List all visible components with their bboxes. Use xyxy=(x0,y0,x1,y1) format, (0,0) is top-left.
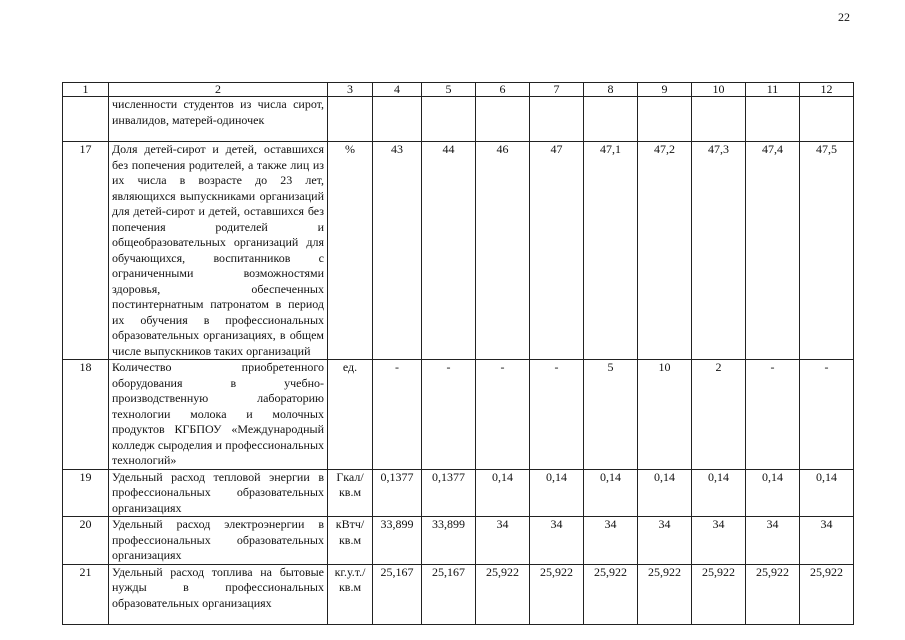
row-value: - xyxy=(746,360,800,470)
header-cell: 8 xyxy=(584,83,638,97)
row-value: 47,1 xyxy=(584,142,638,360)
row-value: 44 xyxy=(422,142,476,360)
row-description: Удельный расход топлива на бытовые нужды в профессиональных образовательных организациях xyxy=(109,564,328,624)
row-value: 47,2 xyxy=(638,142,692,360)
header-cell: 3 xyxy=(328,83,373,97)
row-value xyxy=(746,97,800,142)
row-value: - xyxy=(530,360,584,470)
row-value: 25,922 xyxy=(638,564,692,624)
row-value: 34 xyxy=(638,517,692,565)
row-value: 25,922 xyxy=(692,564,746,624)
header-cell: 11 xyxy=(746,83,800,97)
row-value: 33,899 xyxy=(422,517,476,565)
row-value: 25,922 xyxy=(584,564,638,624)
page-number: 22 xyxy=(838,10,850,24)
row-number: 19 xyxy=(63,469,109,517)
row-number xyxy=(63,97,109,142)
table-row xyxy=(63,469,854,517)
row-value: 25,922 xyxy=(800,564,854,624)
row-value: 47,3 xyxy=(692,142,746,360)
row-unit xyxy=(328,97,373,142)
row-value: 25,167 xyxy=(373,564,422,624)
row-value xyxy=(800,97,854,142)
table-row xyxy=(63,517,854,565)
header-cell: 6 xyxy=(476,83,530,97)
row-unit: кВтч/кв.м xyxy=(328,517,373,565)
row-value: 0,1377 xyxy=(422,469,476,517)
row-value: 34 xyxy=(584,517,638,565)
row-value xyxy=(476,97,530,142)
row-number: 21 xyxy=(63,564,109,624)
header-cell: 10 xyxy=(692,83,746,97)
row-unit: кг.у.т./кв.м xyxy=(328,564,373,624)
row-number: 17 xyxy=(63,142,109,360)
row-value: 47 xyxy=(530,142,584,360)
row-value: 34 xyxy=(530,517,584,565)
row-value: 25,922 xyxy=(746,564,800,624)
row-description: Количество приобретенного оборудования в учебно-производственную лабораторию технологии молока и молочных продуктов КГБПОУ «Международный колледж сыроделия и профессиональных технологий» xyxy=(109,360,328,470)
table-row xyxy=(63,97,854,142)
row-number: 18 xyxy=(63,360,109,470)
row-description: Удельный расход электроэнергии в профессиональных образовательных организациях xyxy=(109,517,328,565)
row-value: 0,14 xyxy=(638,469,692,517)
header-row xyxy=(63,83,854,97)
row-value: - xyxy=(476,360,530,470)
row-description: численности студентов из числа сирот, инвалидов, матерей-одиночек xyxy=(109,97,328,142)
header-cell: 5 xyxy=(422,83,476,97)
row-value: 0,1377 xyxy=(373,469,422,517)
header-cell: 9 xyxy=(638,83,692,97)
row-value: 0,14 xyxy=(692,469,746,517)
row-unit: % xyxy=(328,142,373,360)
row-value: 10 xyxy=(638,360,692,470)
row-value: 46 xyxy=(476,142,530,360)
row-value xyxy=(422,97,476,142)
row-value: 0,14 xyxy=(746,469,800,517)
row-value: 47,5 xyxy=(800,142,854,360)
row-value: 5 xyxy=(584,360,638,470)
row-unit: ед. xyxy=(328,360,373,470)
row-value xyxy=(584,97,638,142)
row-value: 0,14 xyxy=(584,469,638,517)
header-cell: 7 xyxy=(530,83,584,97)
row-value: 0,14 xyxy=(530,469,584,517)
row-value: - xyxy=(373,360,422,470)
row-value xyxy=(530,97,584,142)
header-cell: 1 xyxy=(63,83,109,97)
row-value xyxy=(373,97,422,142)
indicators-table xyxy=(62,82,854,625)
row-value: 0,14 xyxy=(476,469,530,517)
row-value: - xyxy=(800,360,854,470)
row-value: 25,922 xyxy=(476,564,530,624)
row-value xyxy=(638,97,692,142)
row-value xyxy=(692,97,746,142)
table-row xyxy=(63,142,854,360)
row-value: 43 xyxy=(373,142,422,360)
row-value: 33,899 xyxy=(373,517,422,565)
header-cell: 2 xyxy=(109,83,328,97)
row-value: - xyxy=(422,360,476,470)
row-value: 25,922 xyxy=(530,564,584,624)
header-cell: 4 xyxy=(373,83,422,97)
row-value: 0,14 xyxy=(800,469,854,517)
table-row xyxy=(63,360,854,470)
table-row xyxy=(63,564,854,624)
row-value: 2 xyxy=(692,360,746,470)
row-number: 20 xyxy=(63,517,109,565)
row-value: 25,167 xyxy=(422,564,476,624)
row-value: 34 xyxy=(692,517,746,565)
row-value: 34 xyxy=(476,517,530,565)
row-description: Доля детей-сирот и детей, оставшихся без попечения родителей, а также лиц из их числа в возрасте до 23 лет, являющихся выпускниками организаций для детей-сирот и детей, оставшихся без попечения родителей и общеобразовательных организаций для обучающихся, воспитанников с ограниченными возможностями здоровья, обеспеченных постинтернатным патронатом в период их обучения в профессиональных образовательных организациях, в общем числе выпускников таких организаций xyxy=(109,142,328,360)
row-value: 34 xyxy=(746,517,800,565)
row-value: 47,4 xyxy=(746,142,800,360)
row-value: 34 xyxy=(800,517,854,565)
row-unit: Гкал/кв.м xyxy=(328,469,373,517)
row-description: Удельный расход тепловой энергии в профессиональных образовательных организациях xyxy=(109,469,328,517)
header-cell: 12 xyxy=(800,83,854,97)
